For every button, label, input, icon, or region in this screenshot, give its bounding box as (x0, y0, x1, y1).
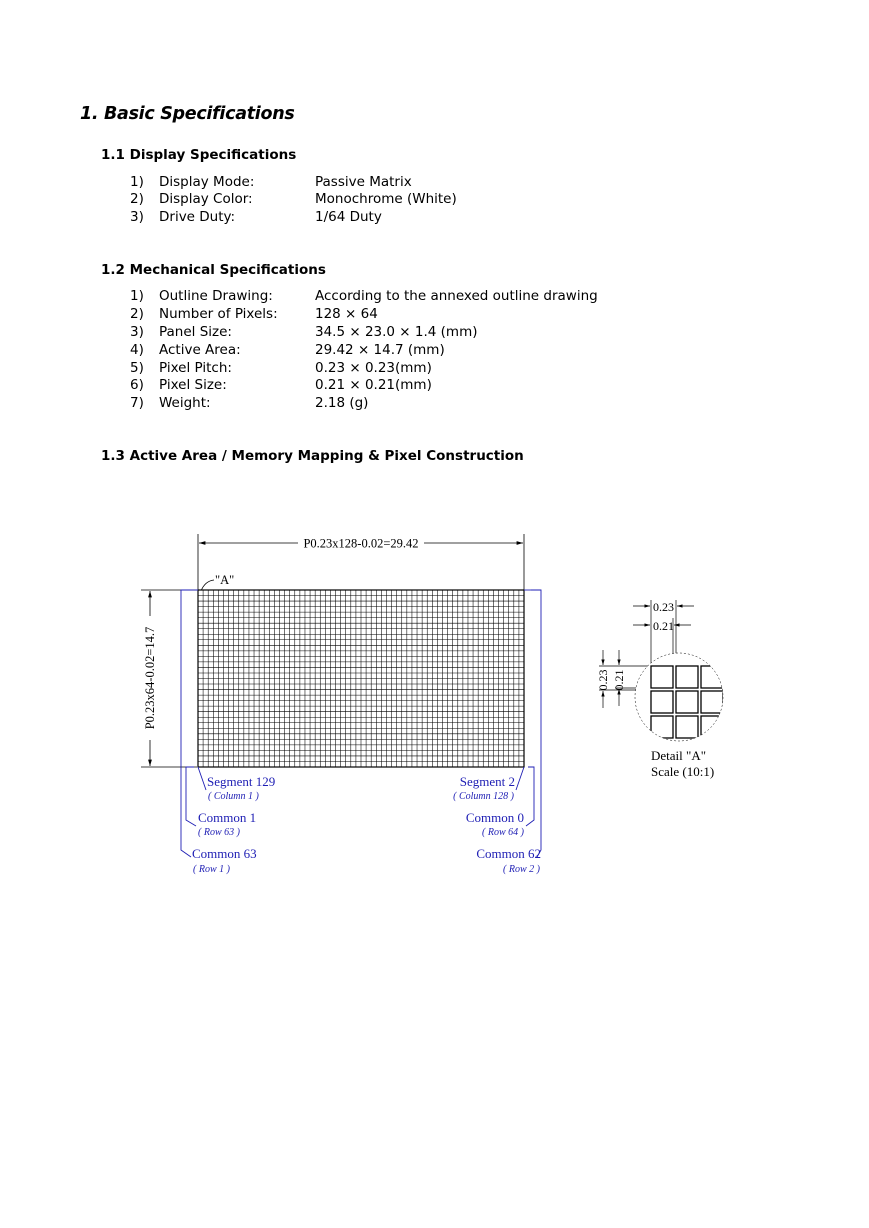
detail-scale: Scale (10:1) (651, 764, 715, 779)
detail-a-view (596, 600, 723, 779)
spec-number: 3) (130, 209, 144, 225)
spec-number: 4) (130, 342, 144, 358)
segment-left-sub: ( Column 1 ) (208, 791, 259, 802)
spec-value: According to the annexed outline drawing (315, 288, 598, 304)
detail-pitch-v-label: 0.23 (596, 669, 610, 691)
spec-label: Active Area: (159, 342, 241, 358)
common-right-inner-label: Common 0 (465, 810, 524, 825)
spec-value: 0.21 × 0.21(mm) (315, 377, 432, 393)
spec-value: 29.42 × 14.7 (mm) (315, 342, 445, 358)
common-left-inner-sub: ( Row 63 ) (198, 827, 240, 838)
width-dimension (198, 534, 524, 590)
spec-label: Pixel Size: (159, 377, 227, 393)
common-left-inner-label: Common 1 (198, 810, 257, 825)
spec-value: 128 × 64 (315, 306, 378, 322)
spec-number: 5) (130, 360, 144, 376)
spec-value: 2.18 (g) (315, 395, 369, 411)
detail-size-v-label: 0.21 (612, 669, 626, 691)
common-right-inner-sub: ( Row 64 ) (482, 827, 524, 838)
spec-number: 7) (130, 395, 144, 411)
spec-value: Monochrome (White) (315, 191, 457, 207)
detail-a-marker (201, 573, 234, 591)
common-left-outer-label: Common 63 (192, 846, 257, 861)
spec-value: 34.5 × 23.0 × 1.4 (mm) (315, 324, 478, 340)
spec-number: 3) (130, 324, 144, 340)
spec-label: Display Color: (159, 191, 253, 207)
detail-size-h-label: 0.21 (653, 619, 674, 633)
spec-number: 2) (130, 191, 144, 207)
width-dimension-label: P0.23x128-0.02=29.42 (303, 536, 419, 551)
detail-caption: Detail "A" (651, 748, 707, 763)
spec-label: Display Mode: (159, 174, 255, 190)
spec-label: Weight: (159, 395, 211, 411)
spec-number: 1) (130, 174, 144, 190)
height-dimension-label: P0.23x64-0.02=14.7 (143, 626, 157, 730)
detail-marker-label: "A" (215, 573, 235, 587)
spec-value: Passive Matrix (315, 174, 412, 190)
spec-value: 0.23 × 0.23(mm) (315, 360, 432, 376)
spec-label: Outline Drawing: (159, 288, 273, 304)
spec-number: 6) (130, 377, 144, 393)
height-dimension (141, 590, 197, 767)
detail-pitch-h-label: 0.23 (653, 600, 674, 614)
section-heading: 1. Basic Specifications (80, 104, 295, 124)
spec-label: Panel Size: (159, 324, 232, 340)
segment-right-label: Segment 2 (459, 774, 515, 789)
spec-number: 1) (130, 288, 144, 304)
common-right-outer-sub: ( Row 2 ) (503, 864, 540, 875)
spec-number: 2) (130, 306, 144, 322)
spec-value: 1/64 Duty (315, 209, 382, 225)
display-specs-title: 1.1 Display Specifications (101, 147, 297, 163)
segment-left-label: Segment 129 (207, 774, 276, 789)
spec-label: Number of Pixels: (159, 306, 278, 322)
common-left-outer-sub: ( Row 1 ) (193, 864, 230, 875)
spec-label: Drive Duty: (159, 209, 236, 225)
segment-right-sub: ( Column 128 ) (453, 791, 514, 802)
common-right-outer-label: Common 62 (476, 846, 541, 861)
spec-label: Pixel Pitch: (159, 360, 232, 376)
mechanical-specs-title: 1.2 Mechanical Specifications (101, 262, 326, 278)
active-area-title: 1.3 Active Area / Memory Mapping & Pixel Construction (101, 448, 524, 464)
